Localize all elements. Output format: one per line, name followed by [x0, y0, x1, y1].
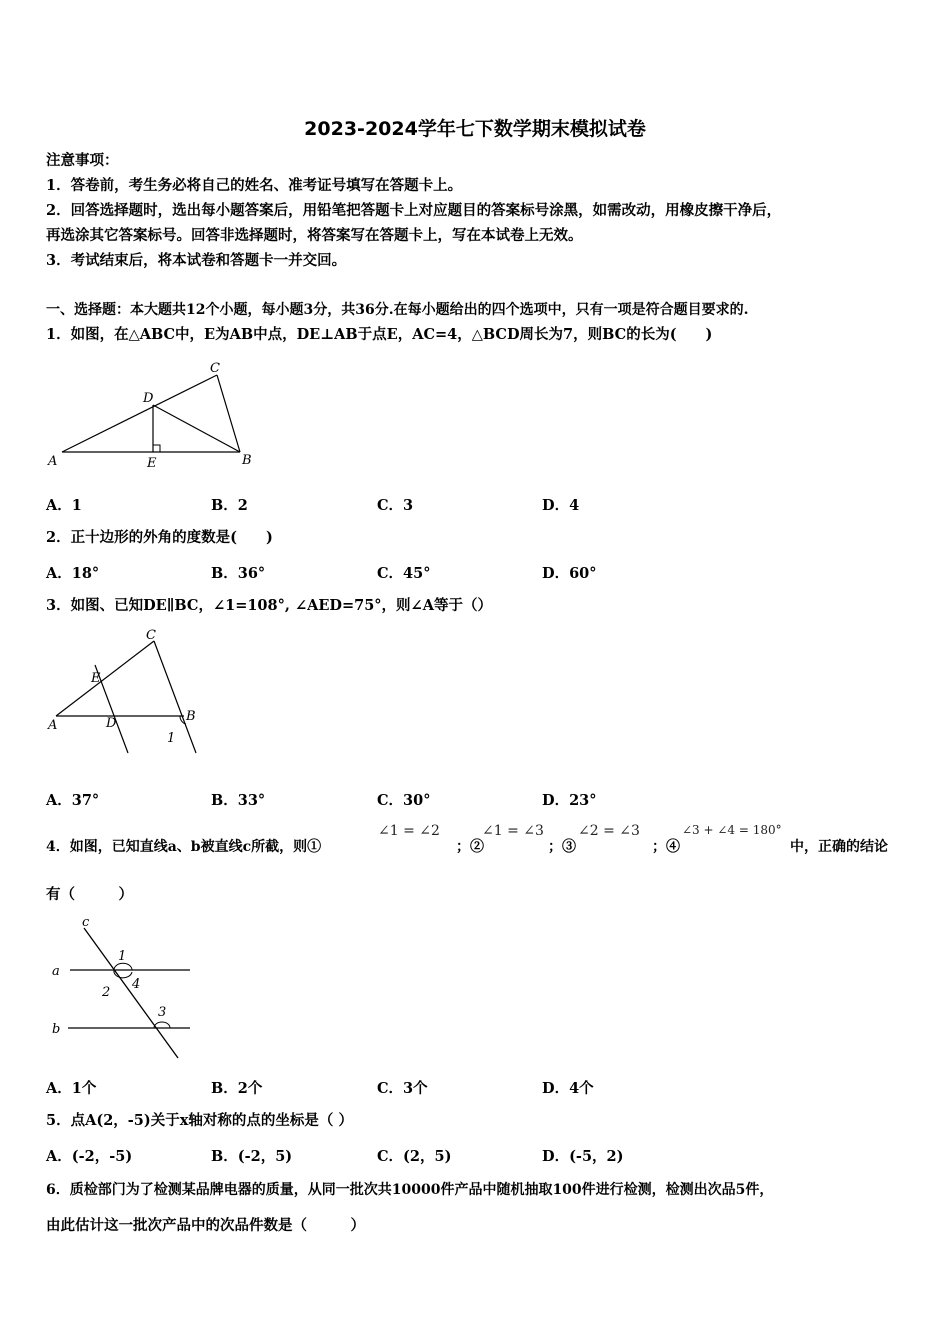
option-c[interactable]: C．3个 [377, 1080, 428, 1097]
question-4-sep: ；③ [548, 839, 576, 855]
question-4-sep: ；② [456, 839, 484, 855]
question-6-stem: 6．质检部门为了检测某品牌电器的质量，从同一批次共10000件产品中随机抽取100件进行检测，检测出次品5件， [46, 1182, 774, 1198]
figure-label: c [82, 915, 90, 930]
option-a[interactable]: A．1 [46, 497, 82, 514]
question-4-sep: ；④ [652, 839, 680, 855]
question-4-stem-prefix: 4．如图，已知直线a、b被直线c所截，则① [46, 839, 322, 855]
figure-label: B [186, 709, 196, 724]
question-3-figure [40, 625, 220, 760]
option-b[interactable]: B．(-2，5) [211, 1148, 293, 1165]
formula-1: ∠1 = ∠2 [378, 823, 440, 839]
option-d[interactable]: D．4 [542, 497, 580, 514]
figure-label: 1 [118, 949, 127, 964]
option-a[interactable]: A．18° [46, 565, 100, 582]
question-3-stem: 3．如图、已知DE∥BC，∠1=108°, ∠AED=75°，则∠A等于（） [46, 597, 492, 614]
option-a[interactable]: A．1个 [46, 1080, 97, 1097]
question-4-stem-suffix: 中，正确的结论 [790, 839, 888, 855]
option-d[interactable]: D．60° [542, 565, 597, 582]
figure-label: 1 [167, 731, 176, 746]
option-d[interactable]: D．4个 [542, 1080, 594, 1097]
figure-label: D [143, 391, 154, 406]
formula-4: ∠3 + ∠4 = 180° [682, 823, 782, 837]
option-b[interactable]: B．2 [211, 497, 248, 514]
option-a[interactable]: A．37° [46, 792, 100, 809]
option-d[interactable]: D．23° [542, 792, 597, 809]
section-heading: 一、选择题：本大题共12个小题，每小题3分，共36分.在每小题给出的四个选项中，只有一项是符合题目要求的. [46, 302, 749, 318]
option-d[interactable]: D．(-5，2) [542, 1148, 624, 1165]
figure-label: D [106, 716, 117, 731]
figure-label: a [52, 964, 60, 979]
figure-label: E [91, 671, 101, 686]
figure-label: 2 [102, 985, 111, 1000]
figure-label: B [242, 453, 252, 468]
formula-2: ∠1 = ∠3 [482, 823, 544, 839]
option-b[interactable]: B．2个 [211, 1080, 263, 1097]
option-c[interactable]: C．(2，5) [377, 1148, 452, 1165]
option-c[interactable]: C．30° [377, 792, 431, 809]
figure-label: C [146, 628, 156, 643]
option-c[interactable]: C．45° [377, 565, 431, 582]
formula-3: ∠2 = ∠3 [578, 823, 640, 839]
notice-item: 再选涂其它答案标号。回答非选择题时，将答案写在答题卡上，写在本试卷上无效。 [46, 227, 583, 244]
question-1-stem: 1．如图，在△ABC中，E为AB中点，DE⊥AB于点E，AC=4，△BCD周长为7，则BC的长为( ) [46, 326, 713, 343]
option-b[interactable]: B．33° [211, 792, 266, 809]
question-2-stem: 2．正十边形的外角的度数是( ) [46, 529, 273, 546]
question-4-stem-line2: 有（ ） [46, 886, 133, 903]
question-5-stem: 5．点A(2，-5)关于x轴对称的点的坐标是（ ） [46, 1112, 353, 1129]
option-b[interactable]: B．36° [211, 565, 266, 582]
figure-label: C [210, 361, 220, 376]
notice-item: 3．考试结束后，将本试卷和答题卡一并交回。 [46, 252, 347, 269]
notice-item: 1．答卷前，考生务必将自己的姓名、准考证号填写在答题卡上。 [46, 177, 463, 194]
figure-label: A [48, 454, 58, 469]
question-1-figure [40, 355, 270, 475]
figure-label: A [48, 718, 58, 733]
figure-label: E [147, 456, 157, 471]
figure-label: 4 [132, 977, 141, 992]
option-a[interactable]: A．(-2，-5) [46, 1148, 133, 1165]
notice-heading: 注意事项： [46, 152, 119, 169]
page-title: 2023-2024学年七下数学期末模拟试卷 [304, 118, 646, 140]
notice-item: 2．回答选择题时，选出每小题答案后，用铅笔把答题卡上对应题目的答案标号涂黑，如需改动，用橡皮擦干净后， [46, 202, 782, 219]
figure-label: b [52, 1022, 61, 1037]
question-6-stem-line2: 由此估计这一批次产品中的次品件数是（ ） [46, 1217, 365, 1234]
option-c[interactable]: C．3 [377, 497, 414, 514]
question-4-figure [40, 910, 210, 1070]
figure-label: 3 [158, 1005, 167, 1020]
